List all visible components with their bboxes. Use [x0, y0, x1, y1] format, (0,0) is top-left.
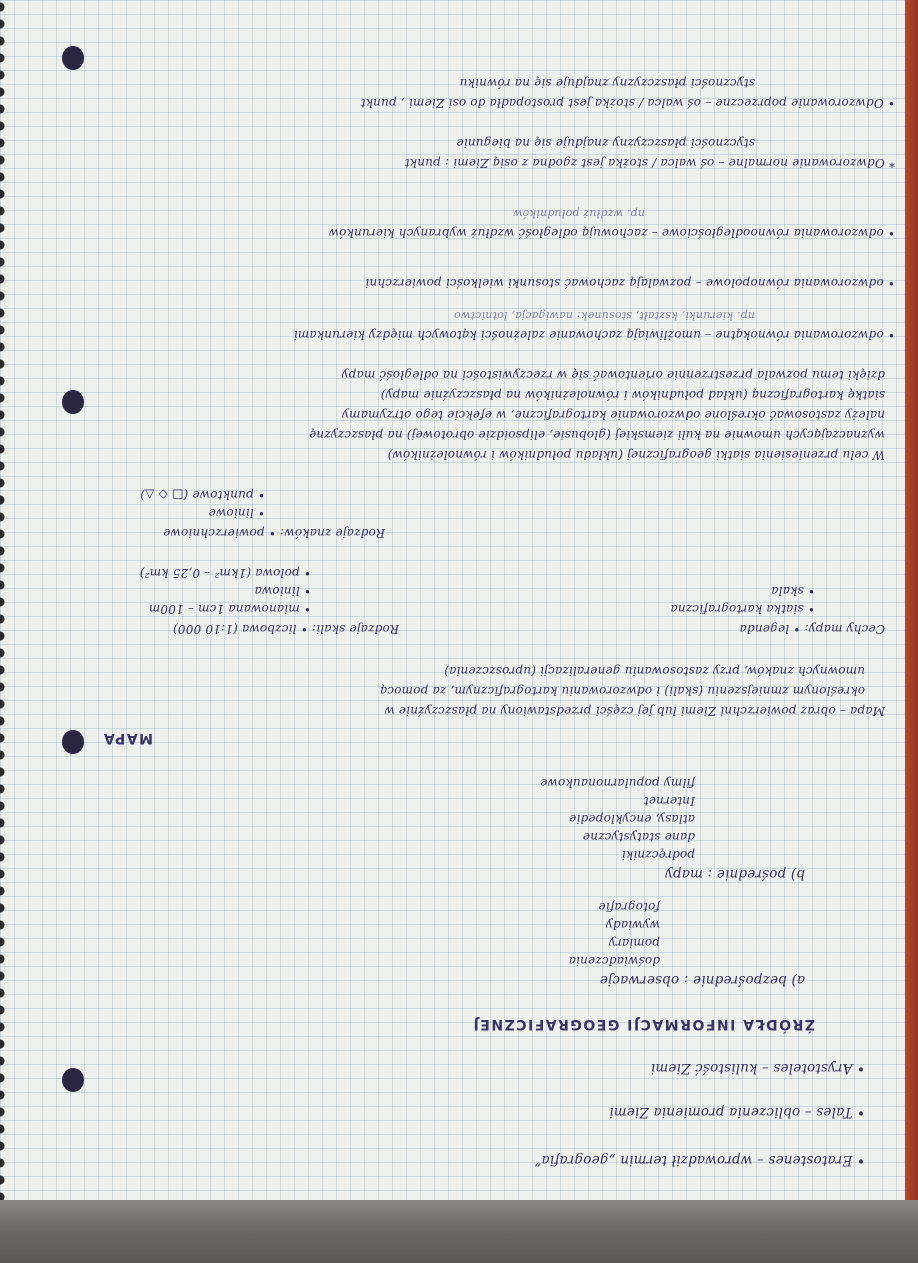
note-eratostenes: • Eratostenes – wprowadził termin „geografia” [534, 1152, 865, 1168]
indirect-item: Internet [643, 794, 695, 808]
note-tales: • Tales – obliczenia promienia Ziemi [609, 1104, 865, 1120]
cechy-item: • skala [771, 584, 815, 598]
note-mapa-def: umownych znaków, przy zastosowaniu generalizacji (uproszczenia) [444, 664, 865, 678]
direct-item: wywiady [605, 918, 660, 932]
rodzaje-skali-item: • polowa (1km² – 0,25 km²) [139, 566, 311, 580]
section-title-zrodla: ŹRÓDŁA INFORMACJI GEOGRAFICZNEJ [472, 1016, 815, 1032]
direct-item: pomiary [608, 936, 660, 950]
note-direct-head: a) bezpośrednie : obserwacje [599, 972, 805, 988]
note-poprzeczne-sub: styczności płaszczyzny znajduje się na równiku [459, 76, 755, 90]
scanner-background [0, 1200, 918, 1263]
rodzaje-znakow-item: • liniowe [208, 506, 265, 520]
note-rownoodleglosciowe: • odwzorowania równoodległościowe – zachowują odległość wzdłuż wybranych kierunków [328, 226, 895, 240]
note-rownokatne: • odwzorowania równokątne – umożliwiają zachowanie zależności kątowych między kierunkami [293, 328, 895, 342]
note-cechy: Cechy mapy: • legenda [739, 622, 885, 636]
rodzaje-skali-item: • liniowa [254, 584, 311, 598]
note-normalne: * Odwzorowanie normalne – oś walca / stożka jest zgodna z osią Ziemi : punkt [404, 156, 895, 170]
indirect-item: podręczniki [621, 848, 695, 862]
rodzaje-znakow-item: • punktowe (□ ◇ △) [140, 488, 265, 502]
note-indirect-head: b) pośrednie : mapy [664, 866, 805, 882]
note-rodzaje-skali: Rodzaje skali: • liczbowa (1:10 000) [172, 622, 399, 636]
note-siatka: dzięki temu pozwala przestrzennie orientować się w rzeczywistości na odległość mapy [341, 368, 885, 382]
direct-item: doświadczenia [568, 954, 660, 968]
note-rownokatne-sub: np. kierunki, kształt, stosunek: nawigacja, lotnictwo [453, 309, 755, 322]
note-rownoodleglosciowe-sub: np. wzdłuż południków [512, 207, 645, 220]
note-rownopolowe: • odwzorowania równopolowe – pozwalają zachować stosunki wielkości powierzchni [365, 276, 895, 290]
note-siatka: wyznaczających umownie na kuli ziemskiej (globusie, elipsoidzie obrotowej) na płaszczyznę [308, 428, 885, 442]
note-siatka: siatkę kartograficzną (układ południków i równoleżników na płaszczyźnie mapy) [380, 388, 885, 402]
section-title-mapa: MAPA [102, 730, 153, 746]
indirect-item: dane statystyczne [582, 830, 695, 844]
direct-item: fotografie [598, 900, 660, 914]
note-siatka: W celu przeniesienia siatki geograficznej (układu południków i równoleżników) [387, 448, 885, 462]
note-mapa-def: Mapa – obraz powierzchni Ziemi lub jej części przedstawiony na płaszczyźnie w [384, 704, 885, 718]
note-arystoteles: • Arystoteles – kulistość Ziemi [650, 1060, 865, 1076]
cechy-item: • siatka kartograficzna [670, 602, 815, 616]
note-rodzaje-znakow: Rodzaje znaków: • powierzchniowe [163, 526, 385, 540]
indirect-item: atlasy, encyklopedie [568, 812, 695, 826]
rodzaje-skali-item: • mianowana 1cm – 100m [148, 602, 311, 616]
notebook-cover-edge [905, 0, 918, 1263]
note-mapa-def: określonym zmniejszeniu (skali) i odwzorowaniu kartograficznym, za pomocą [379, 684, 865, 698]
note-siatka: należy zastosować określone odwzorowanie kartograficzne, w efekcie tego otrzymamy [341, 408, 885, 422]
note-normalne-sub: styczności płaszczyzny znajduje się na biegunie [456, 136, 755, 150]
note-poprzeczne: • Odwzorowanie poprzeczne – oś walca / stożka jest prostopadła do osi Ziemi , punkt [360, 96, 895, 110]
indirect-item: filmy popularnonaukowe [540, 776, 695, 790]
